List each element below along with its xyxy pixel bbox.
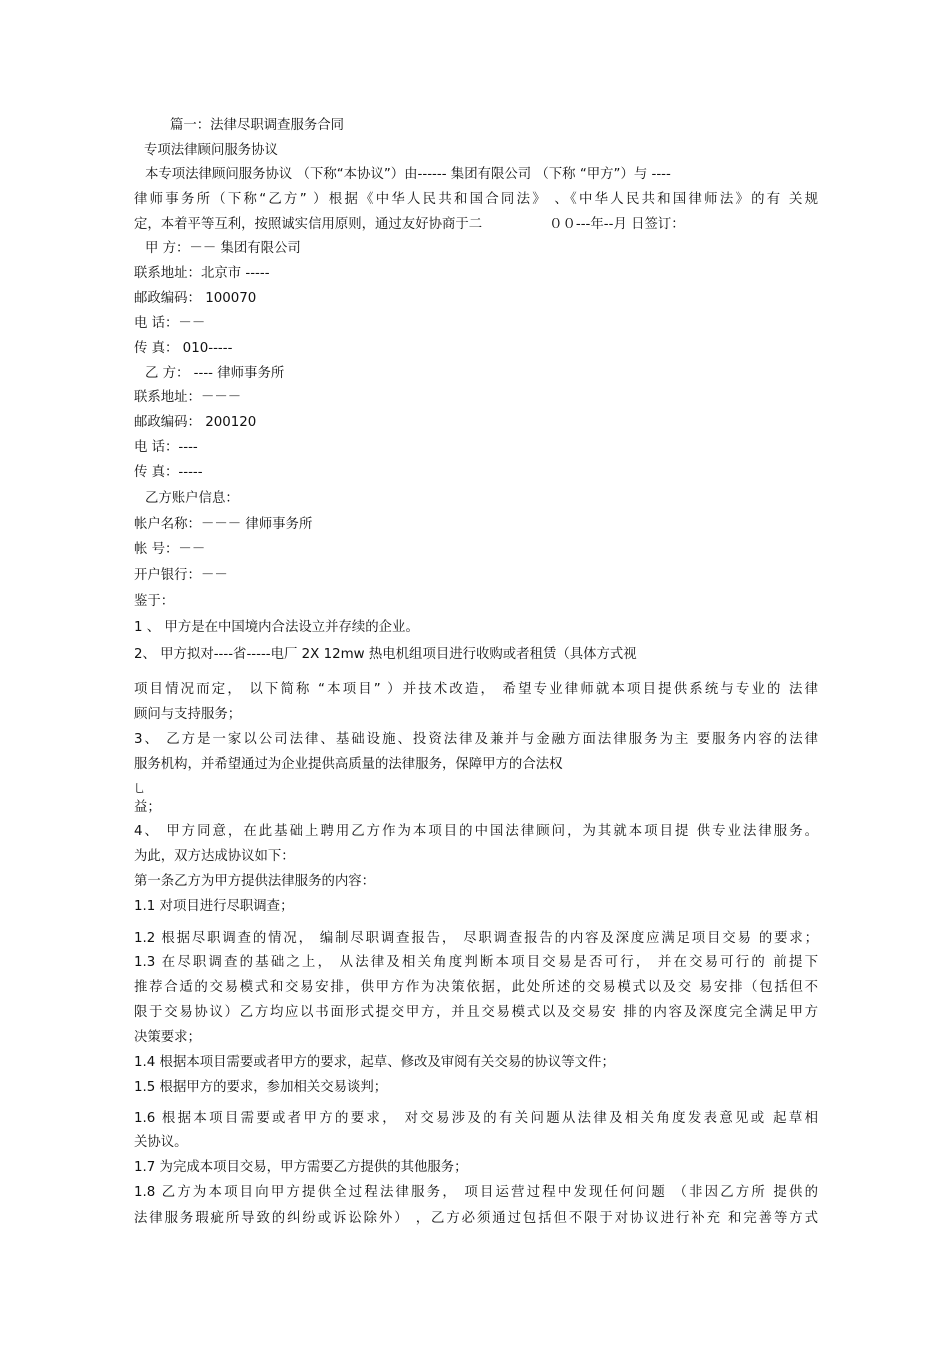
party-b-name: 乙 方： ---- 律师事务所 — [145, 366, 285, 381]
preamble-line-1: 本专项法律顾问服务协议 （下称“本协议”）由------ 集团有限公司 （下称 “甲方”）与 ---- — [145, 167, 671, 182]
clause-1-5: 1.5 根据甲方的要求，参加相关交易谈判； — [134, 1080, 388, 1095]
party-b-postcode: 邮政编码： 200120 — [134, 415, 257, 430]
clause-1-7: 1.7 为完成本项目交易，甲方需要乙方提供的其他服务； — [134, 1160, 468, 1175]
whereas-item-3-cont: 服务机构，并希望通过为企业提供高质量的法律服务，保障甲方的合法权 — [134, 757, 563, 772]
party-a-address: 联系地址：北京市 ----- — [134, 266, 270, 281]
stray-mark: 乚 — [134, 782, 145, 795]
clause-1-8-line-1: 1.8 乙方为本项目向甲方提供全过程法律服务， 项目运营过程中发现任何问题 （非因乙方所 提供的 — [134, 1185, 818, 1200]
clause-1-6-line-1: 1.6 根据本项目需要或者甲方的要求， 对交易涉及的有关问题从法律及相关角度发表意见或 起草相 — [134, 1111, 818, 1126]
clause-1-4: 1.4 根据本项目需要或者甲方的要求，起草、修改及审阅有关交易的协议等文件； — [134, 1055, 615, 1070]
account-number: 帐 号：－－ — [134, 542, 206, 557]
clause-1-1: 1.1 对项目进行尽职调查； — [134, 899, 294, 914]
clause-1-3-line-1: 1.3 在尽职调查的基础之上， 从法律及相关角度判断本项目交易是否可行， 并在交易可行的 前提下 — [134, 955, 818, 970]
article-1-heading: 第一条乙方为甲方提供法律服务的内容： — [134, 874, 376, 889]
preamble-line-3: 定，本着平等互利，按照诚实信用原则，通过友好协商于二 ００---年--月 日签订： — [134, 217, 685, 232]
whereas-item-4: 4、 甲方同意，在此基础上聘用乙方作为本项目的中国法律顾问，为其就本项目提 供专业法律服务。 — [134, 824, 818, 839]
party-b-fax: 传 真：----- — [134, 465, 203, 480]
whereas-item-3-end: 益； — [134, 800, 161, 815]
whereas-item-2-cont-1: 项目情况而定， 以下简称 “本项目” ）并技术改造， 希望专业律师就本项目提供系统与专业的 法律 — [134, 682, 818, 697]
clause-1-3-line-2: 推荐合适的交易模式和交易安排，供甲方作为决策依据，此处所述的交易模式以及交 易安排（包括但不 — [134, 980, 818, 995]
party-b-address: 联系地址：－－－ — [134, 390, 242, 405]
party-a-fax: 传 真： 010----- — [134, 341, 233, 356]
document-title: 篇一：法律尽职调查服务合同 — [170, 118, 345, 133]
clause-1-3-line-3: 限于交易协议）乙方均应以书面形式提交甲方，并且交易模式以及交易安 排的内容及深度完全满足甲方 — [134, 1005, 818, 1020]
party-a-postcode: 邮政编码： 100070 — [134, 291, 257, 306]
agreement-intro: 为此，双方达成协议如下： — [134, 849, 295, 864]
party-a-name: 甲 方：－－ 集团有限公司 — [145, 241, 301, 256]
whereas-item-3: 3、 乙方是一家以公司法律、基础设施、投资法律及兼并与金融方面法律服务为主 要服务内容的法律 — [134, 732, 818, 747]
preamble-line-2: 律师事务所（下称“乙方” ）根据《中华人民共和国合同法》 、《中华人民共和国律师法》的有 关规 — [134, 192, 818, 207]
party-b-account-heading: 乙方账户信息： — [145, 491, 239, 506]
clause-1-8-line-2: 法律服务瑕疵所导致的纠纷或诉讼除外） ，乙方必须通过包括但不限于对协议进行补充 和完善等方式 — [134, 1211, 818, 1226]
party-a-phone: 电 话：－－ — [134, 316, 206, 331]
whereas-heading: 鉴于： — [134, 594, 175, 609]
party-b-phone: 电 话：---- — [134, 440, 198, 455]
account-name: 帐户名称：－－－ 律师事务所 — [134, 517, 313, 532]
clause-1-6-line-2: 关协议。 — [134, 1135, 188, 1150]
whereas-item-2-cont-2: 顾问与支持服务； — [134, 707, 242, 722]
account-bank: 开户银行：－－ — [134, 568, 228, 583]
whereas-item-2: 2、 甲方拟对----省-----电厂 2X 12mw 热电机组项目进行收购或者租赁（具体方式视 — [134, 647, 637, 662]
whereas-item-1: 1 、 甲方是在中国境内合法设立并存续的企业。 — [134, 620, 419, 635]
agreement-title: 专项法律顾问服务协议 — [144, 143, 278, 158]
clause-1-3-line-4: 决策要求； — [134, 1030, 201, 1045]
clause-1-2: 1.2 根据尽职调查的情况， 编制尽职调查报告， 尽职调查报告的内容及深度应满足项目交易 的要求； — [134, 931, 818, 946]
